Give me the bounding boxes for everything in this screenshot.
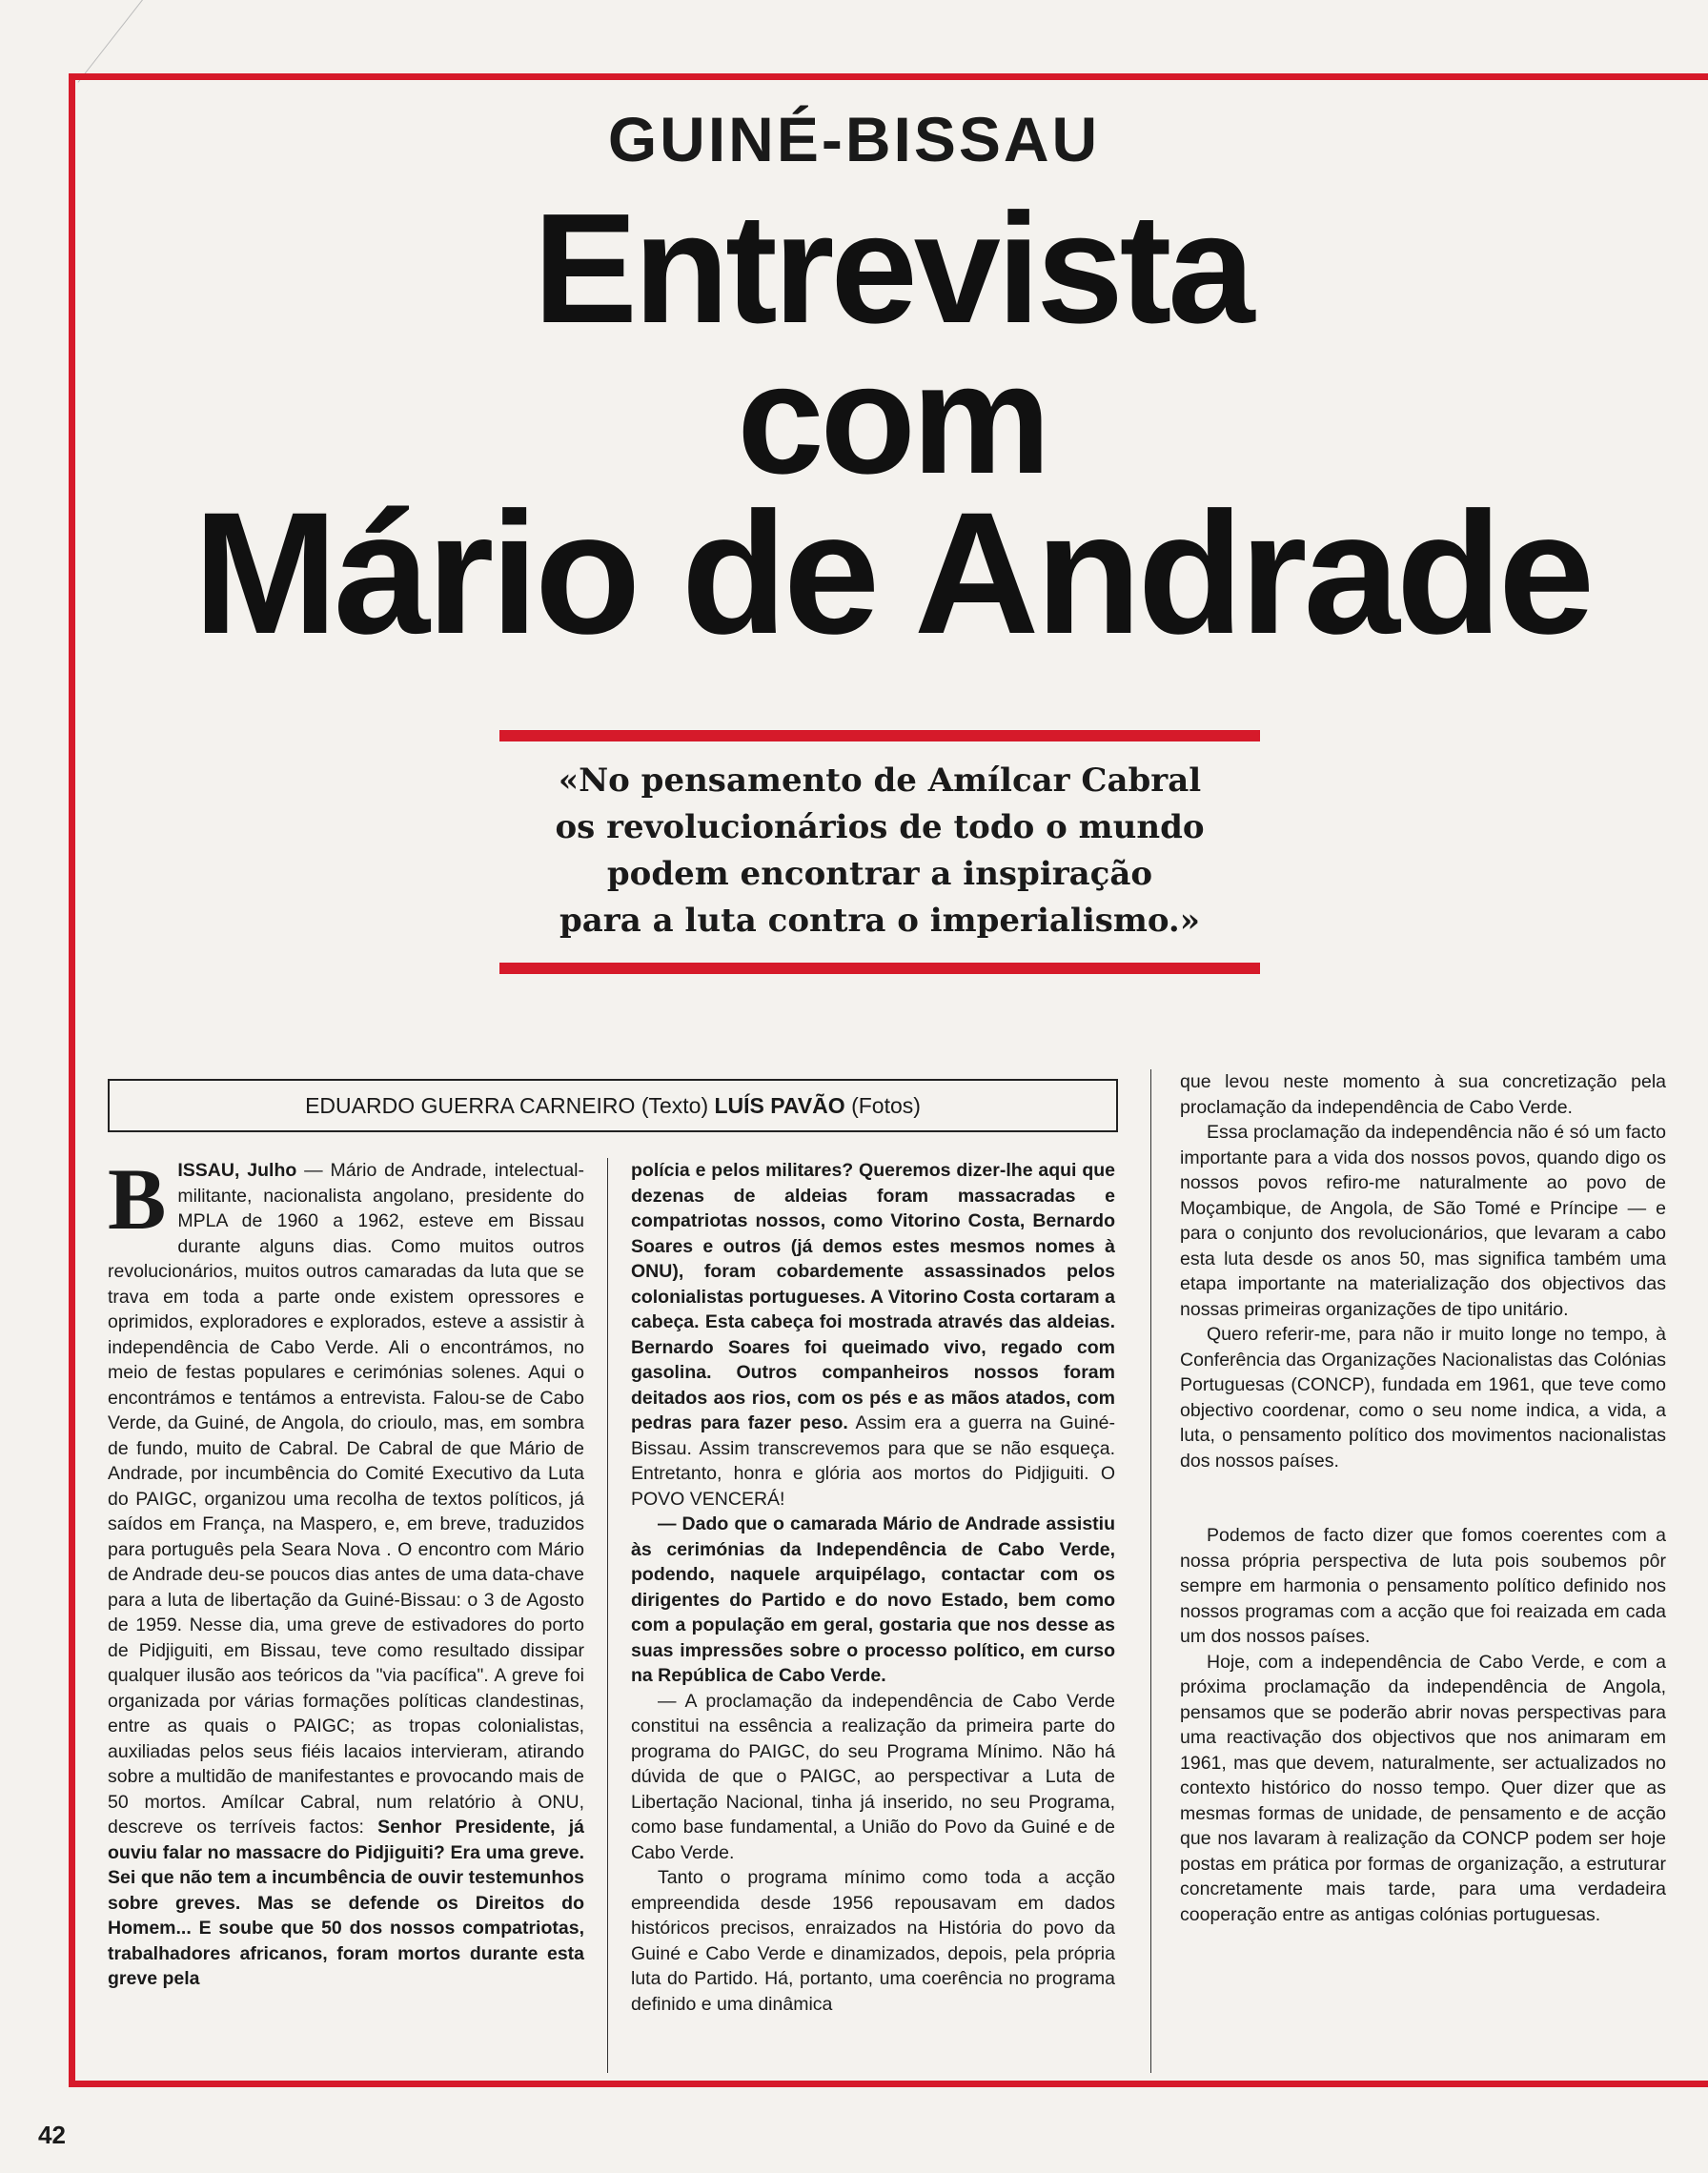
quoted-text: Senhor Presidente, já ouviu falar no massacre do Pidjiguiti? Era uma greve. Sei que não tem a incumbência de ouvir testemunhos sobre greves. Mas se defende os Direitos do Homem... E soube que 50 dos nossos compatriotas, trabalhadores africanos, foram mortos durante esta greve pela	[108, 1817, 584, 1989]
dateline: ISSAU, Julho	[177, 1160, 297, 1181]
article-column-3	[1180, 1069, 1666, 1927]
quoted-text: A Vitorino Costa cortaram a cabeça. Esta cabeça foi mostrada através das aldeias. Bernardo Soares foi queimado vivo, regado com gasolina. Outros companheiros nossos foram deitados aos rios, com os pés e as mãos atados, com pedras para fazer peso.	[631, 1286, 1115, 1433]
quote-rule-bottom	[499, 963, 1260, 974]
byline-box	[108, 1079, 1118, 1132]
article-paragraph: que levou neste momento à sua concretização pela proclamação da independência de Cabo Verde.	[1180, 1071, 1666, 1118]
question-text: — Dado que o camarada Mário de Andrade assistiu às cerimónias da Independência de Cabo Verde, podendo, naquele arquipélago, contactar com os dirigentes do Partido e do novo Estado, bem como com a população em geral, gostaria que nos desse as suas impressões sobre o processo político, em curso na República de Cabo Verde.	[631, 1513, 1115, 1686]
interview-answer: Tanto o programa mínimo como toda a acção empreendida desde 1956 repousavam em dados históricos precisos, enraizados na História do povo da Guiné e Cabo Verde e dinamizados, depois, pela própria luta do Partido. Há, portanto, uma coerência no programa definido e uma dinâmica	[631, 1867, 1115, 2015]
section-kicker: GUINÉ-BISSAU	[607, 104, 1101, 174]
red-frame-top	[69, 73, 1708, 80]
article-column-2	[631, 1158, 1115, 2017]
article-paragraph	[108, 1150, 585, 1992]
paragraph-gap	[1180, 1473, 1666, 1523]
paragraph-text: Assim era a guerra na Guiné-Bissau. Assim transcrevemos para que se não esqueça. Entretanto, honra e glória aos mortos do Pidjiguiti. O POVO VENCERÁ!	[631, 1412, 1115, 1510]
scan-mark	[77, 0, 143, 83]
pull-quote-line: «No pensamento de Amílcar Cabral	[558, 762, 1202, 800]
pull-quote-line: os revolucionários de todo o mundo	[555, 808, 1205, 846]
column-rule	[1150, 1069, 1151, 2073]
byline-photographer-role: (Fotos)	[851, 1093, 921, 1118]
quote-rule-top	[499, 730, 1260, 741]
quoted-text: polícia e pelos militares? Queremos dizer-lhe aqui que dezenas de aldeias foram massacradas e compatriotas nossos, como Vitorino Costa, Bernardo Soares e outros (já demos estes mesmos nomes à ONU), foram cobardemente assassinados pelos colonialistas portugueses.	[631, 1160, 1115, 1308]
article-paragraph: Podemos de facto dizer que fomos coerentes com a nossa própria perspectiva de luta pois soubemos pôr sempre em harmonia o pensamento político definido nos nossos programas com a acção que foi reaizada em cada um dos nossos países.	[1180, 1525, 1666, 1647]
pull-quote-line: podem encontrar a inspiração	[606, 855, 1153, 893]
article-paragraph: Hoje, com a independência de Cabo Verde, e com a próxima proclamação da independência de Angola, pensamos que se poderão abrir novas perspectivas para uma reactivação dos objectivos que nos animaram em 1961, mas que devem, naturalmente, ser actualizados no contexto histórico do nosso tempo. Quer dizer que as mesmas formas de unidade, de pensamento e de acção que nos lavaram à realização da CONCP podem ser hoje postas em prática por formas de organização, a estruturar concretamente mais tarde, para uma verdadeira cooperação entre as antigas colónias portuguesas.	[1180, 1651, 1666, 1925]
interview-question	[631, 1512, 1115, 1689]
article-column-1	[108, 1150, 585, 1992]
red-frame-bottom	[69, 2081, 1708, 2087]
article-paragraph	[631, 1158, 1115, 1512]
red-frame-left	[69, 73, 75, 2086]
page-number: 42	[38, 2121, 66, 2149]
headline-line-3: Mário de Andrade	[193, 476, 1592, 670]
article-paragraph: Quero referir-me, para não ir muito longe no tempo, à Conferência das Organizações Nacionalistas das Colónias Portuguesas (CONCP), fundada em 1961, que teve como objectivo coordenar, como o seu nome indica, a vida, a luta, o pensamento político dos movimentos nacionalistas dos nossos países.	[1180, 1324, 1666, 1472]
pull-quote	[499, 758, 1260, 944]
headline-line-2: com	[737, 332, 1047, 506]
interview-answer: — A proclamação da independência de Cabo Verde constitui na essência a realização da primeira parte do programa do PAIGC, do seu Programa Mínimo. Não há dúvida de que o PAIGC, ao perspectivar a Luta de Libertação Nacional, tinha já inserido, no seu Programa, como base fundamental, a União do Povo da Guiné e de Cabo Verde.	[631, 1690, 1115, 1863]
drop-cap: B	[108, 1150, 167, 1248]
pull-quote-line: para a luta contra o imperialismo.»	[559, 902, 1201, 940]
column-rule	[607, 1158, 608, 2073]
byline-author-role: (Texto)	[640, 1093, 709, 1118]
byline-author: EDUARDO GUERRA CARNEIRO	[305, 1093, 636, 1118]
headline-line-1: Entrevista	[533, 181, 1251, 355]
article-paragraph: Essa proclamação da independência não é só um facto importante para a vida dos nossos povos, quando digo os nossos povos refiro-me naturalmente ao povo de Moçambique, de Angola, de São Tomé e Príncipe — e para o conjunto dos revolucionários, que levaram a cabo esta luta desde os anos 50, mas significa também uma etapa importante na materialização dos objectivos das nossas primeiras organizações de tipo unitário.	[1180, 1122, 1666, 1320]
paragraph-text: — Mário de Andrade, intelectual-militante, nacionalista angolano, presidente do MPLA de 1960 a 1962, esteve em Bissau durante alguns dias. Como muitos outros revolucionários, muitos outros camaradas da luta que se trava em toda a parte onde existem opressores e oprimidos, exploradores e explorados, esteve a assistir à independência de Cabo Verde. Ali o encontrámos, no meio de festas populares e cerimónias solenes. Aqui o encontrámos e tentámos a entrevista. Falou-se de Cabo Verde, da Guiné, de Angola, do crioulo, mas, em sombra de fundo, muito de Cabral. De Cabral de que Mário de Andrade, por incumbência do Comité Executivo da Luta do PAIGC, organizou uma recolha de textos políticos, já saídos em França, na Maspero, e, em breve, traduzidos para português pela Seara Nova . O encontro com Mário de Andrade deu-se poucos dias antes de uma data-chave para a luta de libertação da Guiné-Bissau: o 3 de Agosto de 1959. Nesse dia, uma greve de estivadores do porto de Pidjiguiti, em Bissau, teve como resultado dissipar qualquer ilusão aos teóricos da "via pacífica". A greve foi organizada por várias formações políticas clandestinas, entre as quais o PAIGC; as tropas colonialistas, auxiliadas pelos seus fiéis lacaios intervieram, atirando sobre a multidão de manifestantes e provocando mais de 50 mortos. Amílcar Cabral, num relatório à ONU, descreve os terríveis factos:	[108, 1160, 585, 1838]
byline-photographer: LUÍS PAVÃO	[714, 1093, 845, 1118]
